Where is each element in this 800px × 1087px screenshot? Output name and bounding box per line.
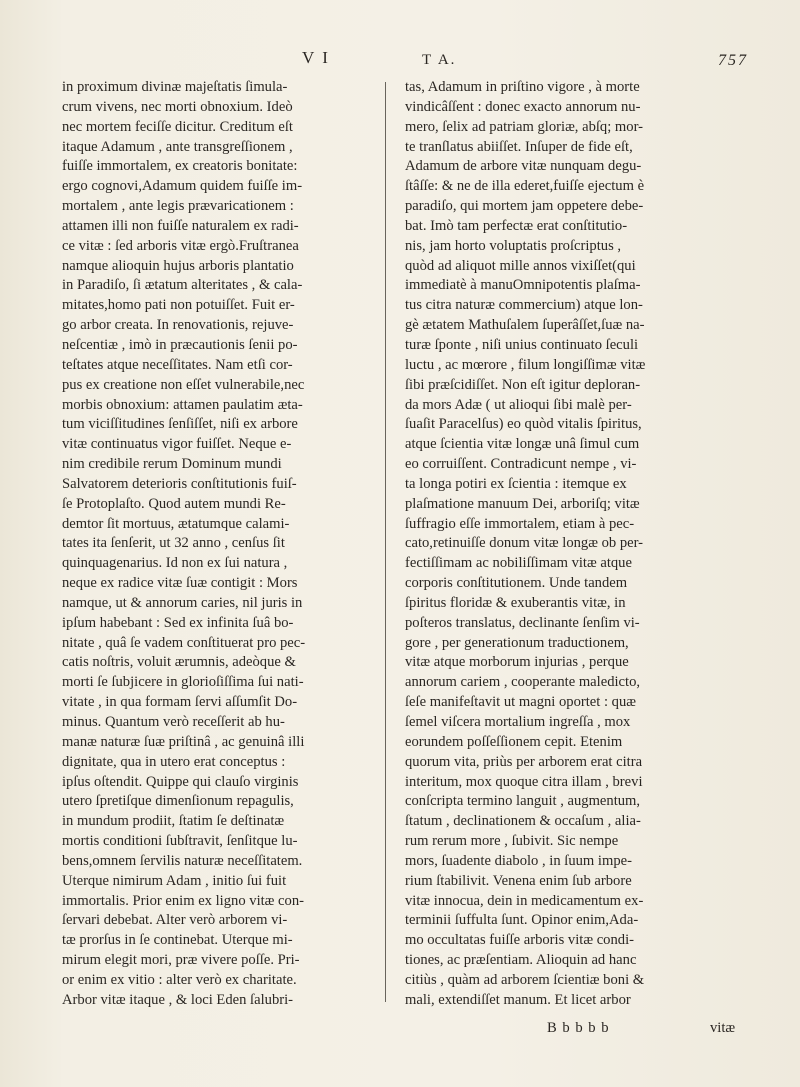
text-line: teſtates atque neceſſitates. Nam etſi cor- xyxy=(62,356,293,373)
text-line: ipſus oſtendit. Quippe qui clauſo virginis xyxy=(62,773,299,790)
text-line: mali, extendiſſet manum. Et licet arbor xyxy=(405,991,631,1008)
text-line: mortalem , ante legis prævaricationem : xyxy=(62,198,294,215)
text-line: cato,retinuiſſe donum vitæ longæ ob per- xyxy=(405,535,644,552)
text-line: catis noſtris, voluit ærumnis, adeòque & xyxy=(62,654,296,671)
text-line: namque alioquin hujus arboris plantatio xyxy=(62,257,294,274)
text-line: te tranſlatus abiiſſet. Inſuper de fide eſt, xyxy=(405,138,633,155)
text-line: quorum vita, priùs per arborem erat citra xyxy=(405,753,643,770)
text-line: atque ſcientia vitæ longæ unâ ſimul cum xyxy=(405,436,640,453)
text-line: corporis conſtitutionem. Unde tandem xyxy=(405,575,628,592)
text-line: mo occultatas fuiſſe arboris vitæ condi- xyxy=(405,932,634,949)
text-line: pus ex creatione non eſſet vulnerabile,nec xyxy=(62,376,305,393)
text-line: attamen illi non fuiſſe naturalem ex radi- xyxy=(62,217,299,234)
text-line: utero ſpretiſque dimenſionum repagulis, xyxy=(62,793,294,810)
text-line: ſemel viſcera mortalium ingreſſa , mox xyxy=(405,714,631,730)
text-line: luctu , ac mœrore , filum longiſſimæ vitæ xyxy=(405,356,646,373)
text-line: conſcripta termino languit , augmentum, xyxy=(405,793,641,810)
running-title-right: T A. xyxy=(422,52,457,68)
text-line: eo corruiſſent. Contradicunt nempe , vi- xyxy=(405,456,637,473)
text-line: ſervari debebat. Alter verò arborem vi- xyxy=(62,912,288,929)
text-line: Uterque nimirum Adam , initio ſui fuit xyxy=(62,872,287,889)
column-divider xyxy=(385,82,386,1002)
text-line: namque, ut & annorum caries, nil juris in xyxy=(62,594,303,611)
text-line: neque ex radice vitæ ſuæ contigit : Mors xyxy=(62,575,298,592)
text-line: or enim ex vitio : alter verò ex charitate. xyxy=(62,971,297,988)
left-text-column xyxy=(62,78,408,1011)
text-line: fectiſſimam ac nobiliſſimam vitæ atque xyxy=(405,555,632,572)
text-line: morbis obnoxium: attamen paulatim æta- xyxy=(62,396,303,413)
text-line: plaſmatione manuum Dei, arboriſq; vitæ xyxy=(405,495,640,512)
text-line: fuiſſe immortalem, ex creatoris bonitate: xyxy=(62,158,298,175)
text-line: mors, ſuadente diabolo , in ſuum impe- xyxy=(405,852,632,869)
text-line: annorum cariem , cooperante maledicto, xyxy=(405,674,641,691)
text-line: tus citra naturæ commercium) atque lon- xyxy=(405,297,643,314)
text-line: ipſum habebant : Sed ex infinita ſuâ bo- xyxy=(62,614,294,631)
text-line: ſe Protoplaſto. Quod autem mundi Re- xyxy=(62,495,286,512)
page-number: 757 xyxy=(718,52,748,69)
text-line: vindicâſſent : donec exacto annorum nu- xyxy=(405,98,641,115)
text-line: tiones, ac præſentiam. Alioquin ad hanc xyxy=(405,952,637,969)
text-line: eorundem poſſeſſionem cepit. Etenim xyxy=(405,733,623,750)
text-line: itaque Adamum , ante transgreſſionem , xyxy=(62,138,293,155)
text-line: paradiſo, qui mortem jam oppetere debe- xyxy=(405,198,644,215)
text-line: ta longa potiri ex ſcientia : itemque ex xyxy=(405,475,627,492)
text-line: nec mortem feciſſe dicitur. Creditum eſt xyxy=(62,118,293,135)
text-line: in proximum divinæ majeſtatis ſimula- xyxy=(62,79,288,95)
text-line: rium ſtabilivit. Venena enim ſub arbore xyxy=(405,872,632,889)
text-line: ſibi præſcidiſſet. Non eſt igitur deploran- xyxy=(405,376,641,393)
text-line: neſcentiæ , imò in præcautionis ſenii po- xyxy=(62,336,298,353)
text-line: mitates,homo pati non potuiſſet. Fuit er- xyxy=(62,297,295,314)
text-line: poſteros translatus, declinante ſenſim vi- xyxy=(405,614,640,631)
text-line: ce vitæ : ſed arboris vitæ ergò.Fruſtranea xyxy=(62,237,299,254)
text-line: tates ita ſenſerit, ut 32 anno , cenſus ſit xyxy=(62,535,285,552)
text-line: ſuaſit Paracelſus) eo quòd vitalis ſpiritus, xyxy=(405,416,642,433)
text-line: Salvatorem deterioris conſtitutionis fuiſ- xyxy=(62,475,297,492)
text-line: vitæ innocua, dein in medicamentum ex- xyxy=(405,892,644,909)
text-line: gore , per generationum traductionem, xyxy=(405,634,629,651)
text-line: in mundum prodiit, ſtatim ſe deſtinatæ xyxy=(62,813,285,830)
text-line: nis, jam horto voluptatis proſcriptus , xyxy=(405,237,622,254)
text-line: quòd ad aliquot mille annos vixiſſet(qui xyxy=(405,257,636,274)
text-line: ergo cognovi,Adamum quidem fuiſſe im- xyxy=(62,178,303,195)
text-line: morti ſe ſubjicere in glorioſiſſima ſui nati- xyxy=(62,674,304,691)
text-line: crum vivens, nec morti obnoxium. Ideò xyxy=(62,98,293,115)
text-line: ſeſe manifeſtavit ut magni oportet : quæ xyxy=(405,694,637,711)
text-line: manæ naturæ ſuæ priſtinâ , ac genuinâ illi xyxy=(62,733,305,750)
text-line: turæ ſponte , niſi unius continuato ſeculi xyxy=(405,336,639,353)
catchword: vitæ xyxy=(710,1020,736,1036)
text-line: terminii ſuffulta ſunt. Opinor enim,Ada- xyxy=(405,912,639,929)
text-line: in Paradiſo, ſi ætatum alteritates , & cala- xyxy=(62,277,303,294)
running-title-left: V I xyxy=(302,48,330,67)
text-line: quinquagenarius. Id non ex ſui natura , xyxy=(62,555,288,572)
text-line: Arbor vitæ itaque , & loci Eden ſalubri- xyxy=(62,991,294,1008)
text-line: rum rerum more , ſubivit. Sic nempe xyxy=(405,833,619,850)
text-line: ſtâſſe: & ne de illa ederet,fuiſſe ejectum è xyxy=(405,178,645,195)
text-line: nitate , quâ ſe vadem conſtituerat pro pec- xyxy=(62,634,306,651)
text-line: mirum elegit mori, præ vivere poſſe. Pri- xyxy=(62,952,300,969)
text-line: tæ prorſus in ſe continebat. Uterque mi- xyxy=(62,932,293,949)
signature-mark: B b b b b xyxy=(547,1020,610,1036)
text-line: bens,omnem ſervilis naturæ neceſſitatem. xyxy=(62,852,303,869)
text-line: da mors Adæ ( ut alioqui ſibi malè per- xyxy=(405,396,632,413)
text-line: immortalis. Prior enim ex ligno vitæ con- xyxy=(62,892,304,909)
text-line: dignitate, qua in utero erat conceptus : xyxy=(62,753,286,770)
text-line: vitæ continuatus vigor fuiſſet. Neque e- xyxy=(62,436,292,453)
text-line: ſtatum , declinationem & occaſum , alia- xyxy=(405,813,641,830)
text-line: vitate , in qua formam ſervi aſſumſit Do- xyxy=(62,694,298,711)
text-line: ſuffragio eſſe immortalem, etiam à pec- xyxy=(405,515,635,532)
text-line: go arbor creata. In renovationis, rejuve- xyxy=(62,317,294,334)
text-line: mero, ſelix ad patriam gloriæ, abſq; mor- xyxy=(405,118,644,135)
text-line: immediatè à manuOmnipotentis plaſma- xyxy=(405,277,641,294)
text-line: interitum, mox quoque citra illam , brevi xyxy=(405,773,643,790)
running-header xyxy=(0,40,800,72)
text-line: mortis conditioni ſubſtravit, ſenſitque lu- xyxy=(62,833,298,850)
text-line: gè ætatem Mathuſalem ſuperâſſet,ſuæ na- xyxy=(405,317,645,334)
text-line: Adamum de arbore vitæ nunquam degu- xyxy=(405,158,642,175)
text-line: tas, Adamum in priſtino vigore , à morte xyxy=(405,79,640,95)
text-line: citiùs , quàm ad arborem ſcientiæ boni & xyxy=(405,971,645,988)
right-text-column xyxy=(405,78,750,1011)
text-line: vitæ atque morborum injurias , perque xyxy=(405,654,629,671)
text-line: tum viciſſitudines ſenſiſſet, niſi ex arbore xyxy=(62,416,298,433)
text-line: ſpiritus floridæ & exuberantis vitæ, in xyxy=(405,594,626,611)
text-line: demtor ſit mortuus, ætatumque calami- xyxy=(62,515,290,532)
text-line: bat. Imò tam perfectæ erat conſtitutio- xyxy=(405,217,628,234)
text-line: nim credibile rerum Dominum mundi xyxy=(62,456,282,473)
text-line: minus. Quantum verò receſſerit ab hu- xyxy=(62,714,285,730)
